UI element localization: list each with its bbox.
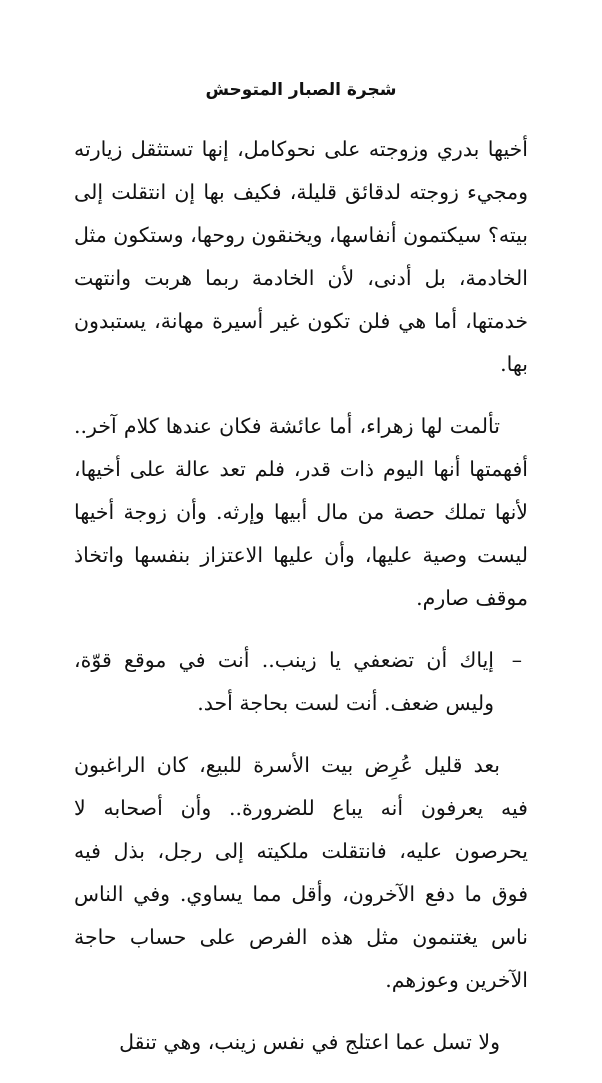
- paragraph-4: ولا تسل عما اعتلج في نفس زينب، وهي تنقل: [119, 1030, 500, 1054]
- paragraph-3: بعد قليل عُرِض بيت الأسرة للبيع، كان الراغبون فيه يعرفون أنه يباع للضرورة.. وأن أصحابه لا يحرصون عليه، فانتقلت ملكيته إلى رجل، بذل فيه فوق ما دفع الآخرون، وأقل مما يساوي. وفي الناس ناس يغتنمون مثل هذه الفرص على حساب حاجة الآخرين وعوزهم.: [74, 753, 528, 992]
- paragraph-2: تألمت لها زهراء، أما عائشة فكان عندها كلام آخر.. أفهمتها أنها اليوم ذات قدر، فلم تعد عالة على أخيها، لأنها تملك حصة من مال أبيها وإرثه. وأن زوجة أخيها ليست وصية عليها، وأن عليها الاعتزاز بنفسها واتخاذ موقف صارم.: [74, 414, 528, 610]
- dialogue-text: إياك أن تضعفي يا زينب.. أنت في موقع قوّة، وليس ضعف. أنت لست بحاجة أحد.: [74, 648, 494, 715]
- paragraph-1: أخيها بدري وزوجته على نحوكامل، إنها تستثقل زيارته ومجيء زوجته لدقائق قليلة، فكيف بها إن انتقلت إلى بيته؟ سيكتمون أنفاسها، ويخنقون روحها، وستكون مثل الخادمة، بل أدنى، لأن الخادمة ربما هربت وانتهت خدمتها، أما هي فلن تكون غير أسيرة مهانة، يستبدون بها.: [74, 137, 528, 376]
- dialogue-dash: –: [511, 648, 522, 672]
- dialogue-line: [74, 639, 528, 725]
- page-header-title: شجرة الصبار المتوحش: [205, 80, 397, 100]
- page-body: [74, 128, 528, 1083]
